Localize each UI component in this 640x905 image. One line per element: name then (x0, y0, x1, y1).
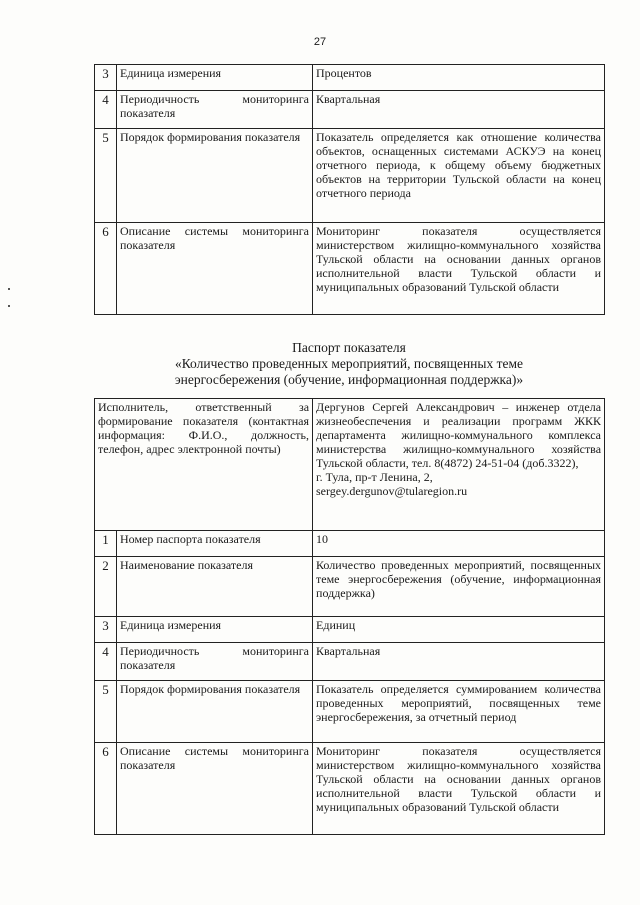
executor-address: г. Тула, пр-т Ленина, 2, (316, 470, 433, 484)
table-row (95, 617, 605, 643)
row-label: Описание системы мониторинга показателя (117, 743, 313, 835)
row-number: 3 (95, 617, 117, 643)
row-number: 5 (95, 129, 117, 223)
row-label: Периодичность мониторинга показателя (117, 91, 313, 129)
indicator-passport-table (94, 398, 605, 835)
scan-speck (8, 305, 10, 307)
row-number: 4 (95, 643, 117, 681)
page-number: 27 (313, 36, 327, 48)
row-label: Порядок формирования показателя (117, 129, 313, 223)
row-label: Порядок формирования показателя (117, 681, 313, 743)
row-number: 6 (95, 223, 117, 315)
executor-email: sergey.dergunov@tularegion.ru (316, 484, 468, 498)
row-number: 1 (95, 531, 117, 557)
row-value: Мониторинг показателя осуществляется министерством жилищно-коммунального хозяйства Тульской области на основании данных органов исполнительной власти Тульской области и муниципальных образований Тульской области (313, 223, 605, 315)
passport-subtitle-line2: энергосбережения (обучение, информационная поддержка)» (174, 372, 524, 387)
row-number: 6 (95, 743, 117, 835)
row-value: Единиц (313, 617, 605, 643)
table-row (95, 65, 605, 91)
table-row (95, 531, 605, 557)
row-value: Показатель определяется суммированием количества проведенных мероприятий, посвященных теме энергосбережения, за отчетный период (313, 681, 605, 743)
row-label: Единица измерения (117, 617, 313, 643)
table-row (95, 681, 605, 743)
executor-info (313, 399, 605, 531)
table-row (95, 557, 605, 617)
row-number: 2 (95, 557, 117, 617)
table-row (95, 223, 605, 315)
row-label: Номер паспорта показателя (117, 531, 313, 557)
table-row (95, 129, 605, 223)
table-row (95, 743, 605, 835)
row-label: Единица измерения (117, 65, 313, 91)
executor-row (95, 399, 605, 531)
row-value: Процентов (313, 65, 605, 91)
indicator-table-continued (94, 64, 605, 315)
row-value: 10 (313, 531, 605, 557)
row-number: 5 (95, 681, 117, 743)
row-label: Наименование показателя (117, 557, 313, 617)
row-value: Количество проведенных мероприятий, посвященных теме энергосбережения (обучение, информационная поддержка) (313, 557, 605, 617)
executor-label: Исполнитель, ответственный за формирование показателя (контактная информация: Ф.И.О., должность, телефон, адрес электронной почты) (95, 399, 313, 531)
row-label: Описание системы мониторинга показателя (117, 223, 313, 315)
row-value: Квартальная (313, 91, 605, 129)
row-value: Мониторинг показателя осуществляется министерством жилищно-коммунального хозяйства Тульской области на основании данных органов исполнительной власти Тульской области и муниципальных образований Тульской области (313, 743, 605, 835)
row-value: Показатель определяется как отношение количества объектов, оснащенных системами АСКУЭ на конец отчетного периода, к общему объему бюджетных объектов на территории Тульской области на конец отчетного периода (313, 129, 605, 223)
table-row (95, 91, 605, 129)
passport-title: Паспорт показателя (292, 340, 406, 355)
passport-subtitle-line1: «Количество проведенных мероприятий, посвященных теме (174, 356, 524, 371)
scan-speck (8, 288, 10, 290)
row-number: 3 (95, 65, 117, 91)
row-value: Квартальная (313, 643, 605, 681)
executor-value: Дергунов Сергей Александрович – инженер отдела жизнеобеспечения и реализации программ ЖКК департамента жилищно-коммунального комплекса министерства жилищно-коммунального хозяйства Тульской области, тел. 8(4872) 24-51-04 (доб.3322), (316, 400, 602, 470)
row-label: Периодичность мониторинга показателя (117, 643, 313, 681)
table-row (95, 643, 605, 681)
row-number: 4 (95, 91, 117, 129)
